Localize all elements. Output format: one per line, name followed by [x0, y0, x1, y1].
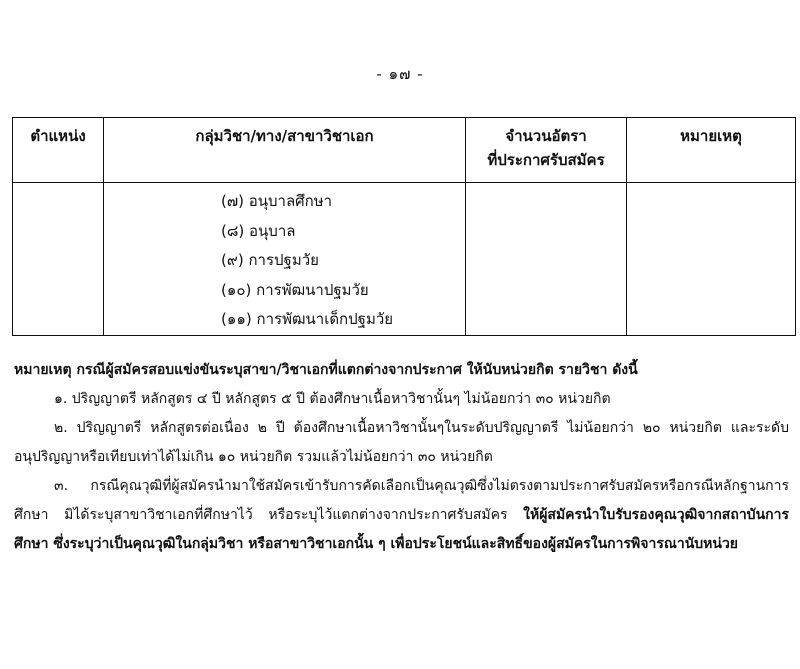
- header-quota: [466, 118, 627, 183]
- table-header-row: [13, 118, 796, 183]
- note-item-2: [14, 414, 789, 472]
- header-major-group: กลุ่มวิชา/ทาง/สาขาวิชาเอก: [104, 118, 466, 183]
- list-item: (๙) การปฐมวัย: [221, 251, 319, 269]
- major-list: [104, 183, 465, 335]
- list-item: (๑๐) การพัฒนาปฐมวัย: [221, 280, 369, 299]
- qualification-table: [12, 117, 796, 336]
- list-item: (๗) อนุบาลศึกษา: [221, 192, 333, 210]
- note-item-3-text: ๓. กรณีคุณวุฒิที่ผู้สมัครนำมาใช้สมัครเข้ารับการคัดเลือกเป็นคุณวุฒิซึ่งไม่ตรงตามประกาศรับสมัครหรือกรณีหลักฐานการศึกษา มิได้ระบุสาขาวิชาเอกที่ศึกษาไว้ หรือระบุไว้แตกต่างจากประกาศรับสมัคร: [14, 478, 789, 523]
- note-item-1: [14, 385, 789, 414]
- cell-major-group: [104, 183, 466, 336]
- cell-quota: [466, 183, 627, 336]
- header-quota-line2: ที่ประกาศรับสมัคร: [487, 151, 605, 169]
- header-remarks: หมายเหตุ: [627, 118, 796, 183]
- header-position: ตำแหน่ง: [13, 118, 104, 183]
- cell-remarks: [627, 183, 796, 336]
- cell-position: [13, 183, 104, 336]
- note-block: [14, 356, 789, 559]
- header-quota-line1: จำนวนอัตรา: [505, 127, 587, 145]
- list-item: (๑๑) การพัฒนาเด็กปฐมวัย: [221, 310, 394, 328]
- note-item-1-text: ๑. ปริญญาตรี หลักสูตร ๔ ปี หลักสูตร ๕ ปี ต้องศึกษาเนื้อหาวิชานั้นๆ ไม่น้อยกว่า ๓๐ หน่วยกิต: [54, 391, 611, 407]
- page-number: - ๑๗ -: [376, 65, 424, 83]
- note-item-3-bold-text: ให้ผู้สมัครนำใบรับรองคุณวุฒิจากสถาบันการศึกษา ซึ่งระบุว่าเป็นคุณวุฒิในกลุ่มวิชา หรือสาขาวิชาเอกนั้น ๆ เพื่อประโยชน์และสิทธิ์ของผู้สมัครในการพิจารณานับหน่วย: [14, 507, 789, 552]
- list-item: (๘) อนุบาล: [221, 221, 296, 240]
- note-title: หมายเหตุ กรณีผู้สมัครสอบแข่งขันระบุสาขา/วิชาเอกที่แตกต่างจากประกาศ ให้นับหน่วยกิต รายวิชา ดังนี้: [14, 362, 638, 378]
- note-item-2-text: ๒. ปริญญาตรี หลักสูตรต่อเนื่อง ๒ ปี ต้องศึกษาเนื้อหาวิชานั้นๆในระดับปริญญาตรี ไม่น้อยกว่า ๒๐ หน่วยกิต และระดับอนุปริญญาหรือเทียบเท่าได้ไม่เกิน ๑๐ หน่วยกิต รวมแล้วไม่น้อยกว่า ๓๐ หน่วยกิต: [14, 420, 789, 465]
- table-row: [13, 183, 796, 336]
- note-item-3: [14, 472, 789, 559]
